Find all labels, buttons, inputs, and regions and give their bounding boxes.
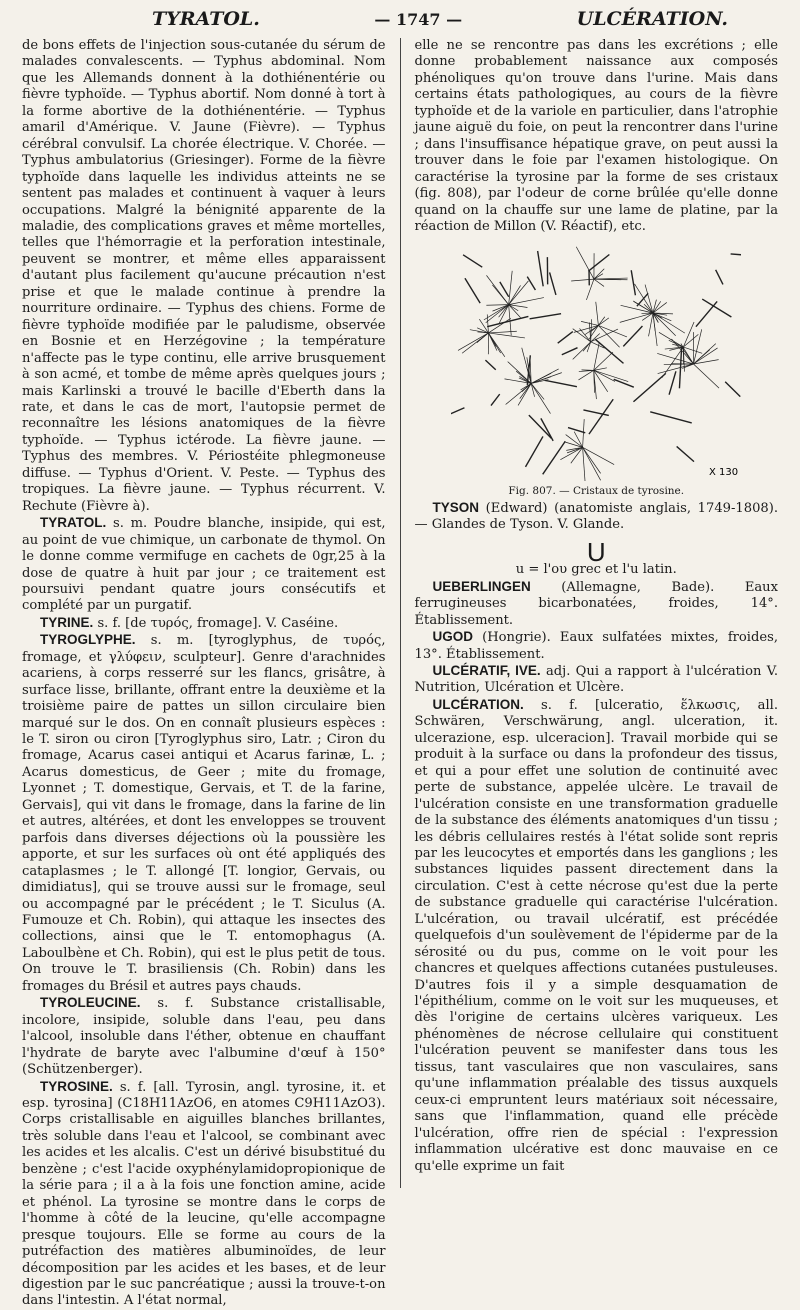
crystal-needle: [583, 420, 585, 448]
crystal-needle: [731, 254, 741, 256]
header-right-headword: ULCÉRATION.: [577, 8, 728, 30]
crystal-needle: [489, 333, 526, 338]
entry-tyrosine: TYROSINE. s. f. [all. Tyrosin, angl. tyrosine, it. et esp. tyrosina] (C18H11AzO6, en atomes C9H11AzO3). Corps cristallisable en aiguilles blanches brillantes, très soluble dans l'eau et l'alcool, se combinant avec les acides et les alcalis. C'est un dérivé bisubstitué du benzène ; c'est l'acide oxyphénylamidopropionique de la série para ; il a à la fois une fonction amine, acide et phénol. La tyrosine se montre dans le corps de l'homme à côté de la leucine, qu'elle accompagne presque toujours. Elle se forme au cours de la putréfaction des matières albuminoïdes, de leur décomposition par les acides et les bases, et de leur digestion par le suc pancréatique ; aussi la trouve-t-on dans l'intestin. A l'état normal,: [22, 1079, 386, 1310]
headword: TYRINE.: [40, 615, 93, 630]
crystal-needle: [493, 285, 509, 305]
crystal-needle: [545, 381, 577, 387]
crystal-needle: [594, 371, 608, 393]
crystal-needle: [527, 277, 535, 290]
crystal-needle: [509, 305, 521, 318]
crystal-needle: [562, 348, 578, 355]
crystal-needle: [589, 255, 610, 272]
crystal-needle: [621, 306, 653, 314]
headword: UGOD: [433, 629, 474, 644]
crystal-needle: [642, 313, 653, 320]
entry-ugod: UGOD (Hongrie). Eaux sulfatées mixtes, froides, 13°. Établissement.: [415, 629, 779, 663]
headword: ULCÉRATIF, IVE.: [433, 663, 541, 678]
crystal-needle: [583, 448, 601, 474]
crystal-needle: [650, 412, 692, 423]
crystal-needle: [684, 322, 695, 347]
page-number: — 1747 —: [374, 10, 462, 29]
crystal-illustration: [451, 241, 741, 481]
headword: TYROGLYPHE.: [40, 632, 136, 647]
section-letter: U: [415, 544, 779, 560]
crystal-needle: [716, 270, 723, 285]
crystal-needle: [458, 333, 488, 350]
crystal-needle: [594, 278, 628, 279]
crystal-needle: [489, 332, 517, 334]
crystal-needle: [531, 374, 551, 384]
crystal-needle: [543, 442, 566, 475]
crystal-needle: [462, 333, 488, 353]
crystal-needle: [529, 416, 552, 439]
text-columns: [22, 38, 778, 1310]
right-column: [415, 38, 779, 1310]
headword: UEBERLINGEN: [433, 579, 531, 594]
entry-tyrine: TYRINE. s. f. [de τυρός, fromage]. V. Caséine.: [22, 615, 386, 632]
magnification-label: X 130: [709, 467, 738, 478]
figure-tyrosine-crystals: [415, 241, 779, 481]
crystal-needle: [677, 447, 694, 462]
crystal-needle: [694, 364, 720, 388]
crystal-needle: [568, 428, 585, 433]
crystal-needle: [620, 313, 653, 322]
crystal-needle: [550, 273, 556, 295]
crystal-needle: [599, 318, 609, 326]
crystal-needle: [489, 333, 501, 353]
left-column: [22, 38, 386, 1310]
crystal-needle: [531, 384, 550, 414]
crystal-needle: [596, 302, 599, 326]
crystal-needle: [573, 342, 591, 360]
crystal-needle: [491, 395, 500, 406]
crystal-needle: [589, 400, 613, 435]
crystal-needle: [684, 335, 699, 348]
entry-ulceratif: ULCÉRATIF, IVE. adj. Qui a rapport à l'ulcération V. Nutrition, Ulcération et Ulcère.: [415, 663, 779, 697]
figure-caption: Fig. 807. — Cristaux de tyrosine.: [415, 483, 779, 499]
crystal-needle: [659, 333, 683, 348]
headword: TYROLEUCINE.: [40, 995, 141, 1010]
crystal-needle: [509, 305, 512, 336]
crystal-needle: [451, 408, 464, 421]
crystal-needle: [526, 437, 543, 467]
crystal-needle: [583, 448, 585, 482]
crystal-needle: [669, 372, 676, 395]
crystal-needle: [522, 384, 531, 392]
tyrosine-continuation: elle ne se rencontre pas dans les excrétions ; elle donne probablement naissance aux composés phénoliques qu'on trouve dans l'urine. Mais dans certains états pathologiques, au cours de la fièvre typhoïde et de la variole en particulier, dans l'atrophie jaune aiguë du foie, on peut la rencontrer dans l'urine ; dans l'insuffisance hépatique grave, on peut aussi la trouver dans le foie par l'examen histologique. On caractérise la tyrosine par la forme de ses cristaux (fig. 808), par l'odeur de corne brûlée qu'elle donne quand on la chauffe sur une lame de platine, par la réaction de Millon (V. Réactif), etc.: [415, 38, 779, 235]
crystal-needle: [594, 280, 604, 287]
entry-tyson: TYSON (Edward) (anatomiste anglais, 1749-1808). — Glandes de Tyson. V. Glande.: [415, 500, 779, 534]
crystal-needle: [649, 313, 653, 336]
crystal-needle: [487, 305, 509, 306]
page-header: [22, 8, 778, 38]
entry-ueberlingen: UEBERLINGEN (Allemagne, Bade). Eaux ferrugineuses bicarbonatées, froides, 14°. Établissement.: [415, 579, 779, 629]
crystal-needle: [531, 373, 562, 384]
headword: TYRATOL.: [40, 515, 106, 530]
headword: TYROSINE.: [40, 1079, 113, 1094]
crystal-needle: [465, 279, 480, 304]
entry-tyroleucine: TYROLEUCINE. s. f. Substance cristallisable, incolore, insipide, soluble dans l'eau, peu dans l'alcool, insoluble dans l'éther, obtenue en chauffant l'hydrate de baryte avec l'albumine d'œuf à 150° (Schützenberger).: [22, 995, 386, 1078]
section-letter-note: u = l'ου grec et l'u latin.: [415, 562, 779, 578]
crystal-needle: [571, 280, 594, 282]
crystal-needle: [538, 251, 544, 286]
crystal-needle: [486, 361, 496, 371]
crystal-needle: [463, 255, 482, 267]
crystal-needle: [595, 340, 623, 364]
crystal-needle: [634, 374, 666, 402]
entry-tyroglyphe: TYROGLYPHE. s. m. [tyroglyphus, de τυρός, fromage, et γλύφειν, sculpteur]. Genre d'arachnides acariens, à corps resserré sur les flancs, grisâtre, à surface lisse, brillante, offrant entre la deuxième et la troisième paire de pattes un sillon circulaire bien marqué sur le dos. On en connaît plusieurs espèces : le T. siron ou ciron [Tyroglyphus siro, Latr. ; Ciron du fromage, Acarus casei antiqui et Acarus farinæ, L. ; Acarus domesticus, de Geer ; mite du fromage, Lyonnet ; T. domestique, Gervais, et T. de la farine, Gervais], qui vit dans le fromage, dans la farine de lin et autres, altérées, et dont les enveloppes se trouvent parfois dans diverses déjections où la poussière les apporte, et sur les surfaces où ont été appliqués des cataplasmes ; le T. allongé [T. longior, Gervais, ou dimidiatus], qui se trouve aussi sur le fromage, seul ou accompagné par le précédent ; le T. Siculus (A. Fumouze et Ch. Robin), qui attaque les insectes des collections, ainsi que le T. entomophagus (A. Laboulbène et Ch. Robin), qui est le plus petit de tous. On trouve le T. brasiliensis (Ch. Robin) dans les fromages du Brésil et autres pays chauds.: [22, 632, 386, 995]
column-divider: [400, 38, 401, 1188]
crystal-needle: [599, 326, 628, 337]
crystal-needle: [594, 371, 629, 382]
crystal-needle: [631, 271, 635, 296]
crystal-needle: [518, 384, 531, 406]
crystal-needle: [487, 317, 528, 327]
crystal-needle: [696, 302, 717, 327]
crystal-needle: [530, 314, 561, 319]
headword: TYSON: [433, 500, 480, 515]
crystal-needle: [566, 435, 583, 448]
headword: ULCÉRATION.: [433, 697, 524, 712]
crystal-needle: [637, 294, 648, 307]
crystal-needle: [587, 280, 595, 301]
entry-typhus-continuation: de bons effets de l'injection sous-cutanée du sérum de malades convalescents. — Typhus abdominal. Nom que les Allemands donnent à la dothiénentérie ou fièvre typhoïde. — Typhus abortif. Nom donné à tort à la forme abortive de la dothiénentérie. — Typhus amaril d'Amérique. V. Jaune (Fièvre). — Typhus cérébral convulsif. La chorée électrique. V. Chorée. — Typhus ambulatorius (Griesinger). Forme de la fièvre typhoïde dans laquelle les individus atteints ne se sentent pas malades et continuent à vaquer à leurs occupations. Malgré la bénignité apparente de la maladie, des complications graves et même mortelles, telles que l'hémorragie et la perforation intestinale, peuvent se montrer, et même elles apparaissent d'autant plus facilement qu'aucune précaution n'est prise et que le malade continue à prendre la nourriture ordinaire. — Typhus des chiens. Forme de fièvre typhoïde modifiée par le paludisme, observée en Bosnie et en Herzégovine ; la température n'affecte pas le type continu, elle arrive brusquement à son acmé, et tombe de même après quelques jours ; mais Karlinski a trouvé le bacille d'Eberth dans la rate, et dans le cas de mort, l'autopsie permet de reconnaître les lésions anatomiques de la fièvre typhoïde. — Typhus ictérode. La fièvre jaune. — Typhus des membres. V. Périostéite phlegmoneuse diffuse. — Typhus d'Orient. V. Peste. — Typhus des tropiques. La fièvre jaune. — Typhus récurrent. V. Rechute (Fièvre à).: [22, 38, 386, 515]
crystal-needle: [653, 313, 676, 336]
entry-ulceration: ULCÉRATION. s. f. [ulceratio, ἕλκωσις, all. Schwären, Verschwärung, angl. ulceration, it. ulcerazione, esp. ulceracion]. Travail morbide qui se produit à la surface ou dans la profondeur des tissus, et qui a pour effet une solution de continuité avec perte de substance, appelée ulcère. Le travail de l'ulcération consiste en une transformation graduelle de la substance des éléments anatomiques d'un tissu ; les débris cellulaires restés à l'état solide sont repris par les leucocytes et emportés dans les ganglions ; les substances liquides passent directement dans la circulation. C'est à cette nécrose qu'est due la perte de substance graduelle qui caractérise l'ulcération. L'ulcération, ou travail ulcératif, est précédée quelquefois d'un soulèvement de l'épiderme par de la sérosité ou du pus, comme on le voit pour les chancres et quelques affections cutanées pustuleuses. D'autres fois il y a simple desquamation de l'épithélium, comme on le voit sur les muqueuses, et dès l'origine de certains ulcères variqueux. Les phénomènes de nécrose cellulaire qui constituent l'ulcération peuvent se manifester dans tous les tissus, tant vasculaires que non vasculaires, sans qu'une inflammation préalable des tissus auxquels ceux-ci empruntent leurs matériaux soit nécessaire, sans que l'inflammation, quand elle précède l'ulcération, offre rien de spécial : l'expression inflammation ulcérative est donc mauvaise en ce qu'elle exprime un fait: [415, 697, 779, 1175]
crystal-needle: [725, 382, 740, 397]
header-left-headword: TYRATOL.: [152, 8, 260, 30]
crystal-needle: [558, 332, 573, 344]
crystal-needle: [577, 247, 595, 279]
crystal-needle: [486, 305, 509, 323]
crystal-needle: [579, 371, 594, 381]
entry-tyratol: TYRATOL. s. m. Poudre blanche, insipide, qui est, au point de vue chimique, un carbonate de thymol. On le donne comme vermifuge en cachets de 0gr,25 à la dose de quatre à huit par jour ; ce traitement est poursuivi pendant quatre jours consécutifs et complété par un purgatif.: [22, 515, 386, 615]
